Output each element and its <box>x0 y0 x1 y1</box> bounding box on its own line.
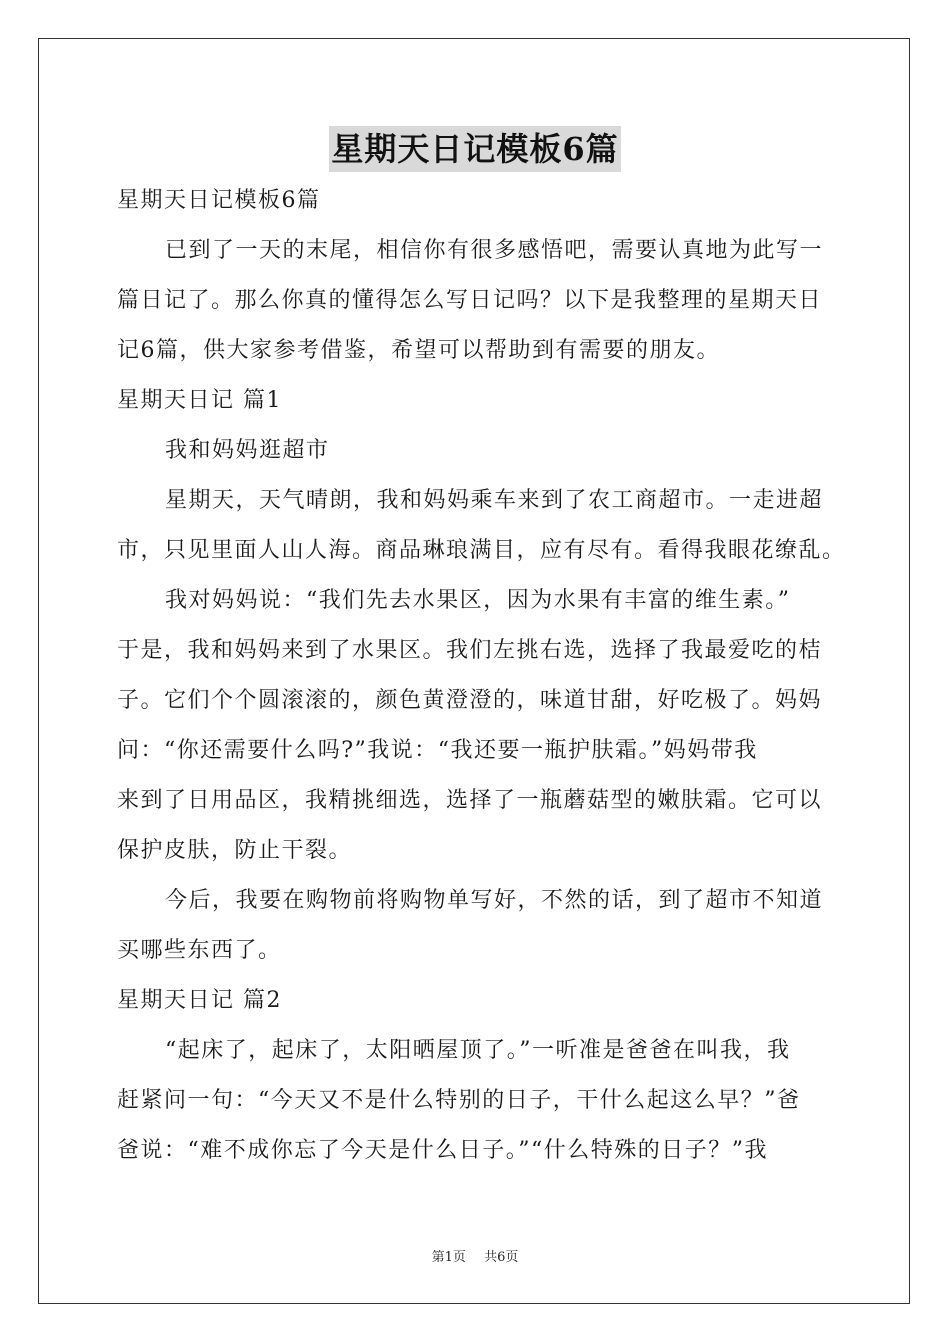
text-line: 已到了一天的末尾，相信你有很多感悟吧，需要认真地为此写一 <box>165 238 824 263</box>
page-title: 星期天日记模板6篇 <box>329 126 620 172</box>
text-line: 星期天，天气晴朗，我和妈妈乘车来到了农工商超市。一走进超 <box>165 488 824 513</box>
text-line: 赶紧问一句：“今天又不是什么特别的日子，干什么起这么早？”爸 <box>117 1088 801 1113</box>
text-line: 于是，我和妈妈来到了水果区。我们左挑右选，选择了我最爱吃的桔 <box>117 638 823 663</box>
text-line: 市，只见里面人山人海。商品琳琅满目，应有尽有。看得我眼花缭乱。 <box>117 538 846 563</box>
page-number: 第1页 <box>431 1250 466 1265</box>
text-line: 今后，我要在购物前将购物单写好，不然的话，到了超市不知道 <box>165 888 824 913</box>
text-line: 买哪些东西了。 <box>117 938 282 963</box>
document-body <box>117 176 846 1176</box>
text-line: 子。它们个个圆滚滚的，颜色黄澄澄的，味道甘甜，好吃极了。妈妈 <box>117 688 823 713</box>
text-line: 我对妈妈说：“我们先去水果区，因为水果有丰富的维生素。” <box>165 588 791 613</box>
text-line: 我和妈妈逛超市 <box>165 438 330 463</box>
text-line: 问：“你还需要什么吗?”我说：“我还要一瓶护肤霜。”妈妈带我 <box>117 738 758 763</box>
text-line: 篇日记了。那么你真的懂得怎么写日记吗？以下是我整理的星期天日 <box>117 288 823 313</box>
text-line: 爸说：“难不成你忘了今天是什么日子。”“什么特殊的日子？”我 <box>117 1138 768 1163</box>
page-footer <box>0 1246 950 1265</box>
text-line: “起床了，起床了，太阳晒屋顶了。”一听准是爸爸在叫我，我 <box>165 1038 791 1063</box>
title-container <box>0 126 950 172</box>
text-line: 星期天日记模板6篇 <box>117 188 321 213</box>
text-line: 记6篇，供大家参考借鉴，希望可以帮助到有需要的朋友。 <box>117 338 720 363</box>
text-line: 保护皮肤，防止干裂。 <box>117 838 353 863</box>
text-line: 星期天日记 篇2 <box>117 988 282 1013</box>
text-line: 来到了日用品区，我精挑细选，选择了一瓶蘑菇型的嫩肤霜。它可以 <box>117 788 823 813</box>
page-total: 共6页 <box>484 1250 519 1265</box>
text-line: 星期天日记 篇1 <box>117 388 282 413</box>
